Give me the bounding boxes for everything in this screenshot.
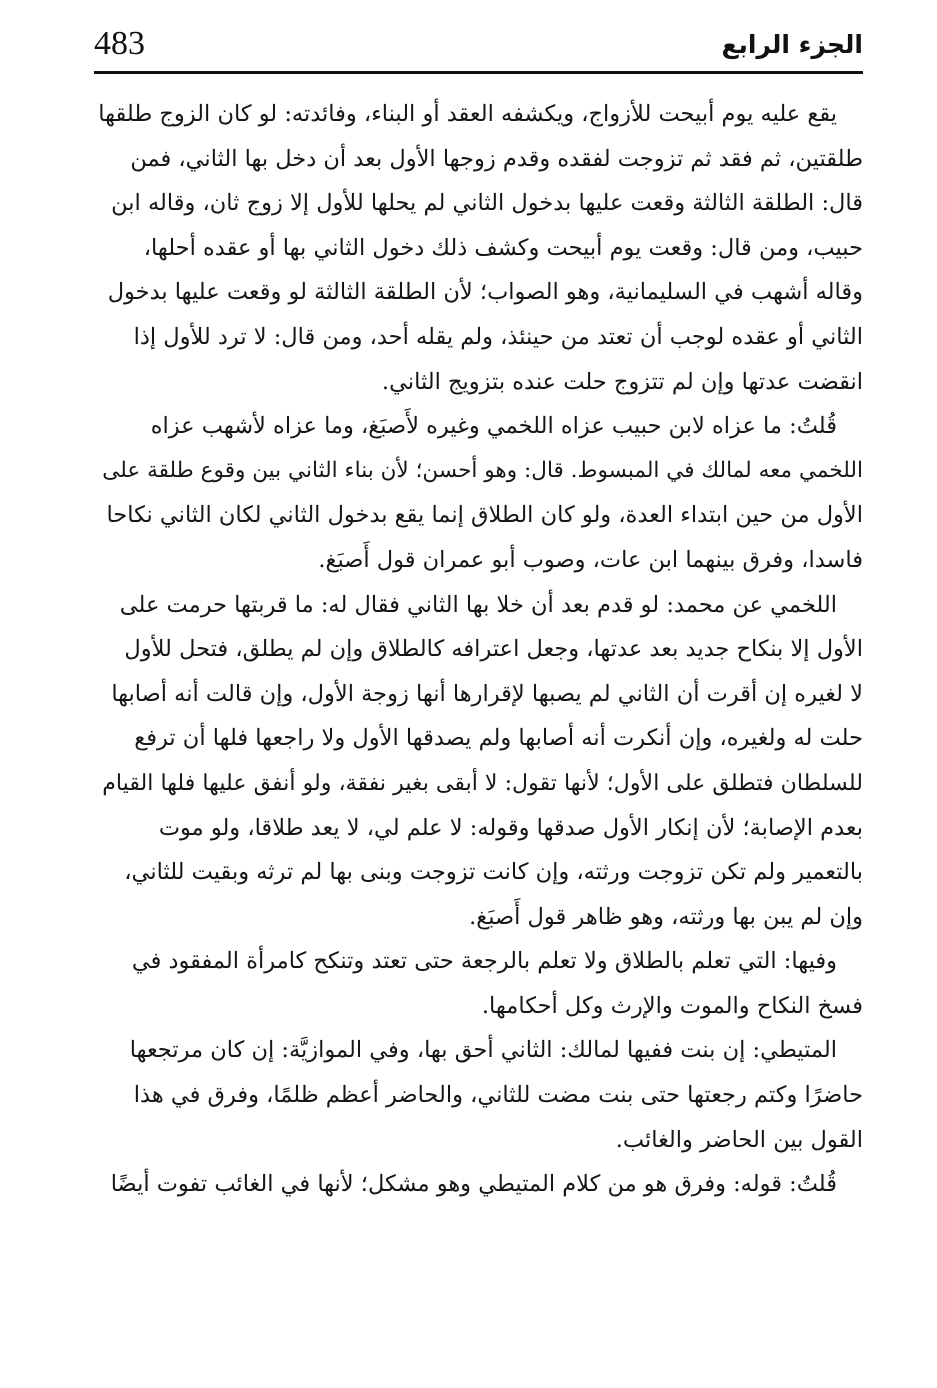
- text-line: وفيها: التي تعلم بالطلاق ولا تعلم بالرجعة حتى تعتد وتنكح كامرأة المفقود في: [131, 948, 837, 975]
- text-line: قُلتُ: قوله: وفرق هو من كلام المتيطي وهو مشكل؛ لأنها في الغائب تفوت أيضًا: [110, 1171, 837, 1198]
- text-line: حبيب، ومن قال: وقعت يوم أبيحت وكشف ذلك دخول الثاني بها أو عقده أحلها،: [143, 234, 863, 261]
- text-line: اللخمي عن محمد: لو قدم بعد أن خلا بها الثاني فقال له: ما قربتها حرمت على: [119, 591, 837, 618]
- paragraph: [94, 404, 863, 582]
- text-line: الأول إلا بنكاح جديد بعد عدتها، وجعل اعترافه كالطلاق وإن لم يطلق، فتحل للأول: [124, 636, 863, 663]
- body-text: [94, 92, 863, 1207]
- text-line: القول بين الحاضر والغائب.: [615, 1126, 863, 1153]
- text-line: انقضت عدتها وإن لم تتزوج حلت عنده بتزويج الثاني.: [381, 368, 863, 395]
- paragraph: [94, 1162, 863, 1207]
- text-line: للسلطان فتطلق على الأول؛ لأنها تقول: لا أبقى بغير نفقة، ولو أنفق عليها فلها القيام: [102, 769, 863, 796]
- text-line: بالتعمير ولم تكن تزوجت ورثته، وإن كانت تزوجت وبنى بها لم ترثه وبقيت للثاني،: [124, 859, 863, 886]
- paragraph: [94, 583, 863, 940]
- text-line: وقاله أشهب في السليمانية، وهو الصواب؛ لأن الطلقة الثالثة لو وقعت عليها بدخول: [107, 279, 863, 306]
- text-line: الثاني أو عقده لوجب أن تعتد من حينئذ، ولم يقله أحد، ومن قال: لا ترد للأول إذا: [133, 323, 863, 350]
- text-line: فاسدا، وفرق بينهما ابن عات، وصوب أبو عمران قول أَصبَغ.: [318, 546, 863, 573]
- paragraph: [94, 939, 863, 1028]
- page-number: 483: [94, 25, 145, 62]
- text-line: بعدم الإصابة؛ لأن إنكار الأول صدقها وقوله: لا علم لي، لا يعد طلاقا، ولو موت: [158, 814, 863, 841]
- text-line: قُلتُ: ما عزاه لابن حبيب عزاه اللخمي وغيره لأَصبَغ، وما عزاه لأشهب عزاه: [150, 413, 837, 440]
- text-line: قال: الطلقة الثالثة وقعت عليها بدخول الثاني لم يحلها للأول إلا زوج ثان، وقاله ابن: [111, 190, 863, 217]
- text-line: يقع عليه يوم أبيحت للأزواج، ويكشفه العقد أو البناء، وفائدته: لو كان الزوج طلقها: [98, 101, 837, 127]
- header-divider: [94, 71, 863, 74]
- page-header: [94, 22, 863, 66]
- text-line: الأول من حين ابتداء العدة، ولو كان الطلاق إنما يقع بدخول الثاني لكان الثاني نكاحا: [106, 502, 863, 529]
- paragraph: [94, 92, 863, 404]
- text-line: حلت له ولغيره، وإن أنكرت أنه أصابها ولم يصدقها الأول ولا راجعها فلها أن ترفع: [134, 725, 863, 752]
- text-line: لا لغيره إن أقرت أن الثاني لم يصبها لإقرارها أنها زوجة الأول، وإن قالت أنه أصابها: [111, 680, 863, 707]
- text-line: المتيطي: إن بنت ففيها لمالك: الثاني أحق بها، وفي الموازيَّة: إن كان مرتجعها: [129, 1037, 837, 1064]
- paragraph: [94, 1028, 863, 1162]
- text-line: طلقتين، ثم فقد ثم تزوجت لفقده وقدم زوجها الأول بعد أن دخل بها الثاني، فمن: [130, 145, 863, 172]
- text-line: حاضرًا وكتم رجعتها حتى بنت مضت للثاني، والحاضر أعظم ظلمًا، وفرق في هذا: [133, 1082, 863, 1109]
- running-title: الجزء الرابع: [721, 30, 863, 59]
- text-line: وإن لم يبن بها ورثته، وهو ظاهر قول أَصبَغ.: [469, 903, 863, 930]
- text-line: اللخمي معه لمالك في المبسوط. قال: وهو أحسن؛ لأن بناء الثاني بين وقوع طلقة على: [102, 457, 863, 483]
- text-line: فسخ النكاح والموت والإرث وكل أحكامها.: [481, 992, 863, 1019]
